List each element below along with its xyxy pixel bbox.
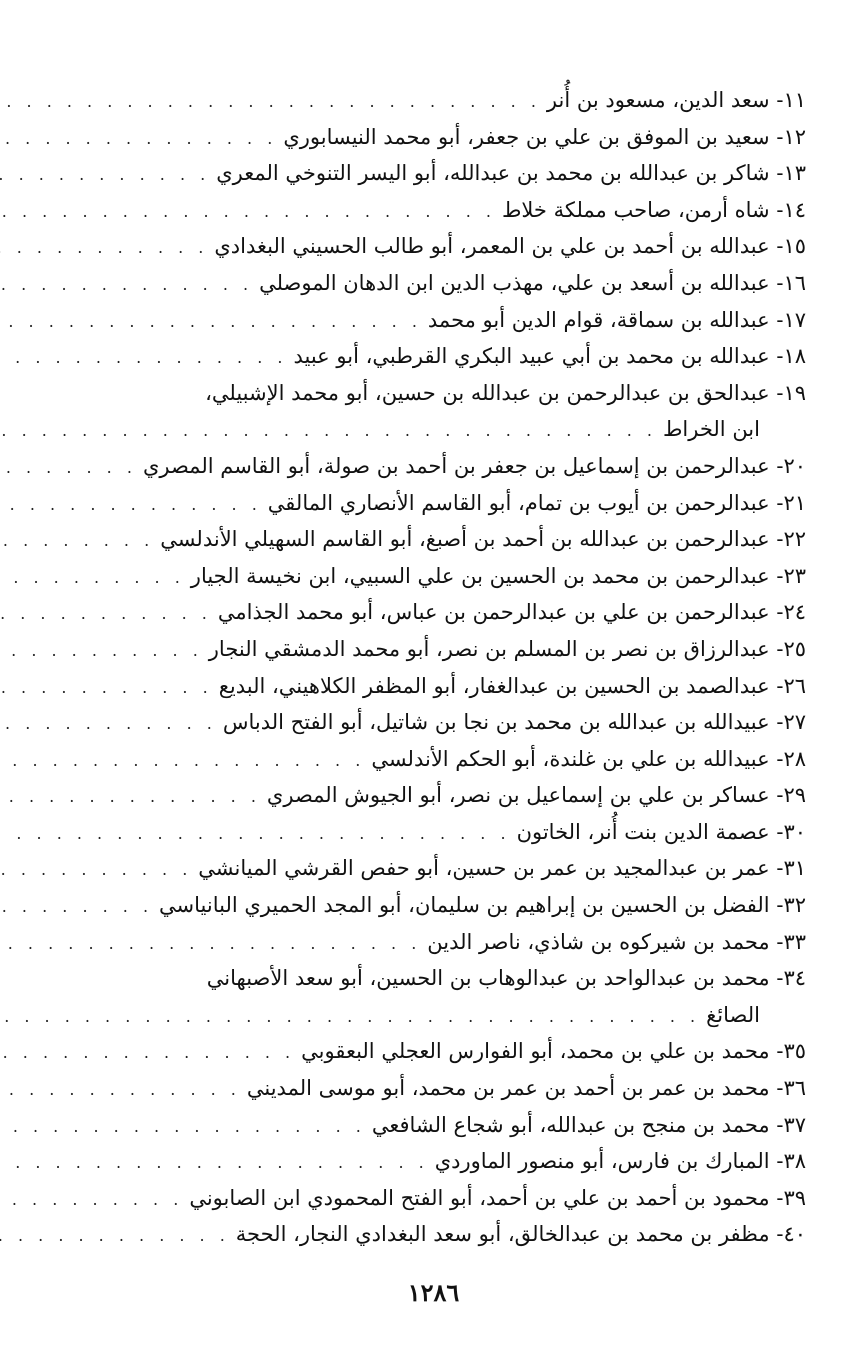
- toc-entry: [30, 558, 806, 595]
- entry-title: عبيدالله بن علي بن غلندة، أبو الحكم الأندلسي: [371, 746, 770, 771]
- entry-title: سعد الدين، مسعود بن أُنر: [546, 88, 770, 112]
- entry-number: ٢٢-: [776, 527, 806, 552]
- dot-leader: [0, 1182, 183, 1219]
- entry-title: محمود بن أحمد بن علي بن أحمد، أبو الفتح المحمودي ابن الصابوني: [189, 1185, 770, 1210]
- toc-entry-continuation: [30, 997, 806, 1034]
- dot-leader: [0, 706, 217, 743]
- entry-number: ٣٩-: [776, 1185, 806, 1210]
- entry-title: عساكر بن علي بن إسماعيل بن نصر، أبو الجيوش المصري: [266, 783, 770, 808]
- entry-title: عبدالرحمن بن عبدالله بن أحمد بن أصبغ، أبو القاسم السهيلي الأندلسي: [160, 527, 770, 552]
- toc-entry: [30, 1033, 806, 1070]
- entry-number: ٣٧-: [776, 1112, 806, 1137]
- toc-entry: [30, 1216, 806, 1253]
- entry-number: ١١-: [776, 88, 806, 112]
- toc-entry: [30, 850, 806, 887]
- toc-entry: [30, 631, 806, 668]
- dot-leader: [0, 157, 210, 194]
- toc-entry: [30, 521, 806, 558]
- dot-leader: [0, 560, 185, 597]
- entry-number: ١٩-: [776, 380, 806, 405]
- dot-leader: [0, 487, 262, 524]
- dot-leader: [0, 230, 208, 267]
- entry-title: عبدالله بن أسعد بن علي، مهذب الدين ابن الدهان الموصلي: [259, 270, 770, 295]
- entry-title: شاكر بن عبدالله بن محمد بن عبدالله، أبو اليسر التنوخي المعري: [216, 161, 770, 186]
- entry-number: ١٧-: [776, 307, 806, 332]
- page-number: ١٢٨٦: [407, 1278, 460, 1307]
- toc-entry: [30, 192, 806, 229]
- dot-leader: [0, 84, 541, 121]
- toc-entry: [30, 485, 806, 522]
- dot-leader: [0, 926, 421, 963]
- toc-entry: [30, 887, 806, 924]
- entry-title: محمد بن عمر بن أحمد بن عمر بن محمد، أبو موسى المديني: [246, 1076, 770, 1101]
- dot-leader: [0, 121, 277, 158]
- dot-leader: [0, 816, 511, 853]
- dot-leader: [0, 1035, 295, 1072]
- entry-number: ١٣-: [776, 161, 806, 186]
- entry-number: ٢٥-: [776, 636, 806, 661]
- toc-entry: [30, 265, 806, 302]
- entry-title: عبدالرحمن بن محمد بن الحسين بن علي السبيي، ابن نخيسة الجيار: [190, 563, 770, 588]
- entry-number: ٢٩-: [776, 783, 806, 808]
- toc-entry: [30, 1180, 806, 1217]
- dot-leader: [0, 889, 153, 926]
- entry-number: ١٢-: [776, 124, 806, 149]
- dot-leader: [0, 1218, 230, 1255]
- entry-number: ٢١-: [776, 490, 806, 515]
- entry-title: عبدالرحمن بن إسماعيل بن جعفر بن أحمد بن صولة، أبو القاسم المصري: [142, 453, 770, 478]
- dot-leader: [0, 340, 287, 377]
- entry-number: ٣١-: [776, 856, 806, 881]
- entry-title: عبدالرحمن بن أيوب بن تمام، أبو القاسم الأنصاري المالقي: [267, 490, 770, 515]
- toc-entry: [30, 777, 806, 814]
- dot-leader: [0, 779, 261, 816]
- toc-entry: [30, 338, 806, 375]
- entry-number: ٣٥-: [776, 1039, 806, 1064]
- toc-entry: [30, 924, 806, 961]
- entry-title: عبدالله بن محمد بن أبي عبيد البكري القرطبي، أبو عبيد: [293, 344, 770, 369]
- entry-number: ١٤-: [776, 197, 806, 222]
- entry-number: ١٨-: [776, 344, 806, 369]
- entry-number: ٢٠-: [776, 453, 806, 478]
- toc-entry: [30, 228, 806, 265]
- toc-entry: [30, 302, 806, 339]
- dot-leader: [0, 194, 496, 231]
- entry-number: ٢٣-: [776, 563, 806, 588]
- entry-title: شاه أرمن، صاحب مملكة خلاط: [501, 197, 770, 222]
- entry-number: ٣٤-: [776, 966, 806, 991]
- dot-leader: [0, 1109, 366, 1146]
- entry-title: ابن الخراط: [663, 417, 760, 442]
- entry-title: عمر بن عبدالمجيد بن عمر بن حسين، أبو حفص القرشي الميانشي: [198, 856, 770, 881]
- toc-entry: [30, 1107, 806, 1144]
- dot-leader: [0, 267, 253, 304]
- toc-entry: [30, 668, 806, 705]
- dot-leader: [0, 523, 154, 560]
- dot-leader: [0, 1145, 429, 1182]
- toc-entry-continuation: [30, 411, 806, 448]
- dot-leader: [0, 852, 192, 889]
- entry-title: محمد بن منجح بن عبدالله، أبو شجاع الشافعي: [371, 1112, 770, 1137]
- dot-leader: [0, 670, 213, 707]
- toc-entry: [30, 1143, 806, 1180]
- dot-leader: [0, 413, 657, 450]
- entry-number: ٢٤-: [776, 600, 806, 625]
- toc-entry: [30, 82, 806, 119]
- entry-title: عبدالرزاق بن نصر بن المسلم بن نصر، أبو محمد الدمشقي النجار: [208, 636, 770, 661]
- entry-title: عبدالصمد بن الحسين بن عبدالغفار، أبو المظفر الكلاهيني، البديع: [218, 673, 770, 698]
- toc-entry: [30, 1070, 806, 1107]
- entry-title: المبارك بن فارس، أبو منصور الماوردي: [434, 1149, 770, 1174]
- entry-number: ٣٣-: [776, 929, 806, 954]
- entry-title: الفضل بن الحسين بن إبراهيم بن سليمان، أبو المجد الحميري البانياسي: [159, 893, 770, 918]
- entry-title: الصائغ: [706, 1002, 760, 1027]
- entry-number: ٣٢-: [776, 893, 806, 918]
- toc-entry: [30, 375, 806, 412]
- toc-entry: [30, 960, 806, 997]
- entry-title: عبدالحق بن عبدالرحمن بن عبدالله بن حسين، أبو محمد الإشبيلي،: [205, 380, 770, 405]
- dot-leader: [0, 743, 365, 780]
- entry-number: ١٦-: [776, 270, 806, 295]
- dot-leader: [0, 450, 137, 487]
- toc-entry: [30, 155, 806, 192]
- dot-leader: [0, 999, 700, 1036]
- entry-number: ٣٦-: [776, 1076, 806, 1101]
- entry-number: ٣٠-: [776, 819, 806, 844]
- entry-title: محمد بن عبدالواحد بن عبدالوهاب بن الحسين، أبو سعد الأصبهاني: [206, 966, 770, 991]
- entry-title: عبدالله بن سماقة، قوام الدين أبو محمد: [427, 307, 770, 332]
- toc-entry: [30, 704, 806, 741]
- entry-title: عصمة الدين بنت أُنر، الخاتون: [516, 819, 770, 844]
- entry-title: محمد بن علي بن محمد، أبو الفوارس العجلي البعقوبي: [301, 1039, 770, 1064]
- entry-title: عبدالرحمن بن علي بن عبدالرحمن بن عباس، أبو محمد الجذامي: [217, 600, 770, 625]
- entry-title: سعيد بن الموفق بن علي بن جعفر، أبو محمد النيسابوري: [283, 124, 770, 149]
- table-of-contents: [30, 82, 806, 1253]
- entry-number: ٣٨-: [776, 1149, 806, 1174]
- entry-number: ٤٠-: [776, 1222, 806, 1247]
- toc-entry: [30, 594, 806, 631]
- entry-number: ٢٧-: [776, 710, 806, 735]
- entry-number: ٢٨-: [776, 746, 806, 771]
- toc-entry: [30, 741, 806, 778]
- entry-title: عبدالله بن أحمد بن علي بن المعمر، أبو طالب الحسيني البغدادي: [214, 234, 770, 259]
- toc-entry: [30, 814, 806, 851]
- dot-leader: [0, 596, 212, 633]
- dot-leader: [0, 633, 203, 670]
- toc-entry: [30, 448, 806, 485]
- dot-leader: [0, 304, 422, 341]
- toc-entry: [30, 119, 806, 156]
- entry-title: محمد بن شيركوه بن شاذي، ناصر الدين: [427, 929, 770, 954]
- entry-number: ١٥-: [776, 234, 806, 259]
- entry-number: ٢٦-: [776, 673, 806, 698]
- entry-title: مظفر بن محمد بن عبدالخالق، أبو سعد البغدادي النجار، الحجة: [235, 1222, 770, 1247]
- dot-leader: [0, 1072, 241, 1109]
- entry-title: عبيدالله بن عبدالله بن محمد بن نجا بن شاتيل، أبو الفتح الدباس: [222, 710, 770, 735]
